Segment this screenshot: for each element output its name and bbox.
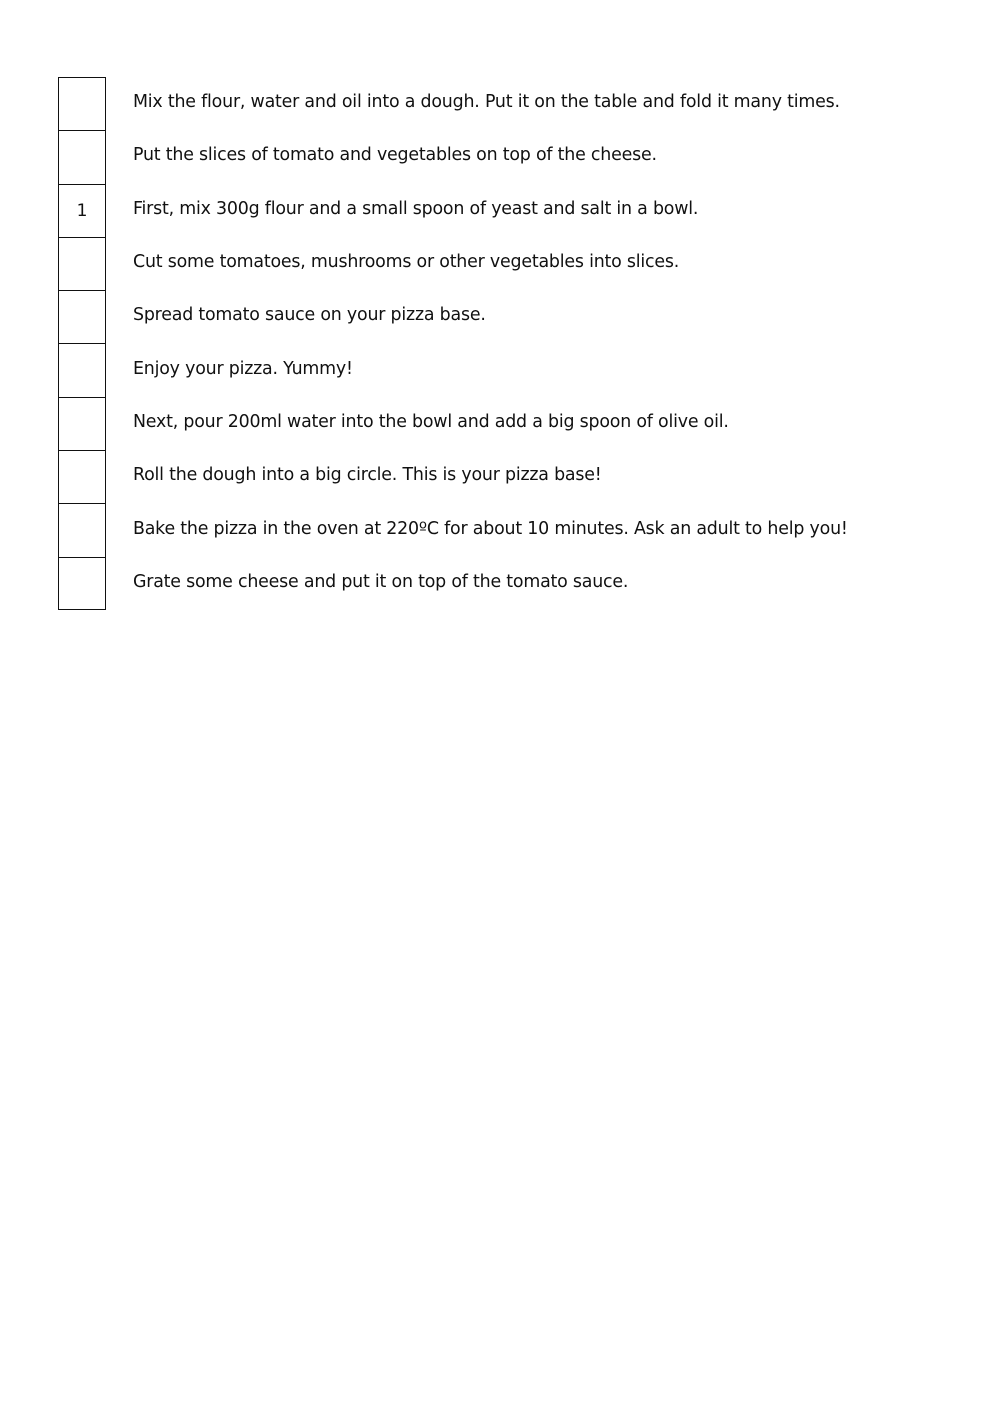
step-row bbox=[58, 343, 958, 396]
step-number-box[interactable] bbox=[58, 77, 106, 130]
step-number-box[interactable] bbox=[58, 450, 106, 503]
step-text: Roll the dough into a big circle. This is your pizza base! bbox=[133, 465, 602, 486]
step-text: Next, pour 200ml water into the bowl and add a big spoon of olive oil. bbox=[133, 411, 729, 432]
step-number-box[interactable] bbox=[58, 503, 106, 556]
step-number-box[interactable] bbox=[58, 290, 106, 343]
step-row bbox=[58, 237, 958, 290]
step-row bbox=[58, 557, 958, 610]
step-number-box[interactable] bbox=[58, 237, 106, 290]
step-number-box[interactable] bbox=[58, 343, 106, 396]
step-number-box[interactable] bbox=[58, 130, 106, 183]
step-text: First, mix 300g flour and a small spoon of yeast and salt in a bowl. bbox=[133, 198, 699, 219]
step-text: Enjoy your pizza. Yummy! bbox=[133, 358, 353, 379]
step-text: Mix the flour, water and oil into a dough. Put it on the table and fold it many times. bbox=[133, 92, 840, 113]
step-text: Spread tomato sauce on your pizza base. bbox=[133, 305, 486, 326]
step-number-box[interactable] bbox=[58, 397, 106, 450]
step-row bbox=[58, 290, 958, 343]
step-row bbox=[58, 130, 958, 183]
step-text: Put the slices of tomato and vegetables on top of the cheese. bbox=[133, 145, 657, 166]
step-text: Cut some tomatoes, mushrooms or other vegetables into slices. bbox=[133, 252, 680, 273]
step-number-box[interactable]: 1 bbox=[58, 184, 106, 237]
step-text: Bake the pizza in the oven at 220ºC for about 10 minutes. Ask an adult to help you! bbox=[133, 518, 848, 539]
step-row bbox=[58, 450, 958, 503]
step-text: Grate some cheese and put it on top of the tomato sauce. bbox=[133, 571, 629, 592]
step-row bbox=[58, 503, 958, 556]
step-number-box[interactable] bbox=[58, 557, 106, 610]
step-row bbox=[58, 77, 958, 130]
recipe-ordering-worksheet bbox=[58, 77, 958, 610]
step-row bbox=[58, 184, 958, 237]
step-row bbox=[58, 397, 958, 450]
